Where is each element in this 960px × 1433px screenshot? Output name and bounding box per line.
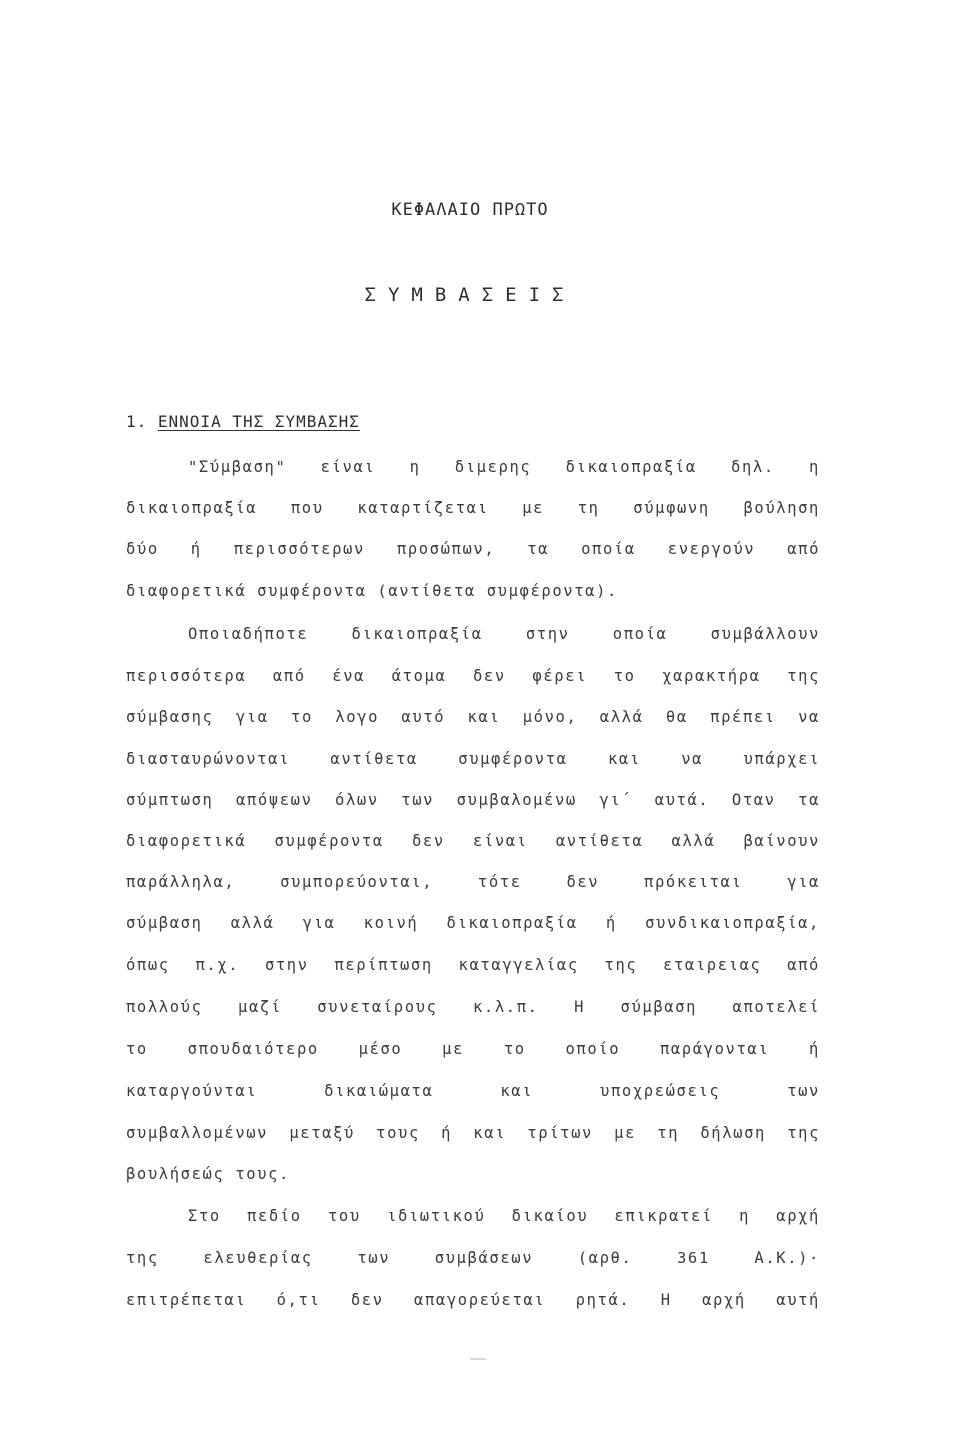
- chapter-subtitle: ΣΥΜΒΑΣΕΙΣ: [364, 284, 576, 306]
- page-mark: [470, 1358, 486, 1360]
- paragraph-line: επιτρέπεται ό,τι δεν απαγορεύεται ρητά. Η αρχή αυτή: [126, 1291, 820, 1309]
- paragraph-line: δύο ή περισσότερων προσώπων, τα οποία ενεργούν από: [126, 540, 820, 558]
- paragraph-line: διασταυρώνονται αντίθετα συμφέροντα και να υπάρχει: [126, 750, 820, 768]
- section-number: 1.: [126, 412, 148, 431]
- paragraph-line: Οποιαδήποτε δικαιοπραξία στην οποία συμβάλλουν: [188, 625, 820, 643]
- chapter-title: ΚΕΦΑΛΑΙΟ ΠΡΩΤΟ: [391, 200, 549, 220]
- paragraph-line: συμβαλλομένων μεταξύ τους ή και τρίτων με τη δήλωση της: [126, 1124, 820, 1142]
- paragraph-line: διαφορετικά συμφέροντα δεν είναι αντίθετα αλλά βαίνουν: [126, 832, 820, 850]
- paragraph-line: σύμβασης για το λογο αυτό και μόνο, αλλά θα πρέπει να: [126, 708, 820, 726]
- paragraph-line: πολλούς μαζί συνεταίρους κ.λ.π. Η σύμβαση αποτελεί: [126, 998, 820, 1016]
- paragraph-line: σύμβαση αλλά για κοινή δικαιοπραξία ή συνδικαιοπραξία,: [126, 914, 820, 932]
- paragraph-line: περισσότερα από ένα άτομα δεν φέρει το χαρακτήρα της: [126, 667, 820, 685]
- paragraph-line: σύμπτωση απόψεων όλων των συμβαλομένω γι΄ αυτά. Οταν τα: [126, 791, 820, 809]
- paragraph-line: Στο πεδίο του ιδιωτικού δικαίου επικρατεί η αρχή: [188, 1207, 820, 1225]
- paragraph-line: "Σύμβαση" είναι η διμερης δικαιοπραξία δηλ. η: [188, 458, 820, 476]
- paragraph-line: βουλήσεώς τους.: [126, 1165, 290, 1183]
- section-title: ΕΝΝΟΙΑ ΤΗΣ ΣΥΜΒΑΣΗΣ: [157, 412, 360, 431]
- section-heading: [126, 412, 360, 431]
- paragraph-line: διαφορετικά συμφέροντα (αντίθετα συμφέροντα).: [126, 582, 618, 600]
- paragraph-line: καταργούνται δικαιώματα και υποχρεώσεις των: [126, 1082, 820, 1100]
- paragraph-line: της ελευθερίας των συμβάσεων (αρθ. 361 Α.Κ.)·: [126, 1249, 820, 1267]
- paragraph-line: δικαιοπραξία που καταρτίζεται με τη σύμφωνη βούληση: [126, 499, 820, 517]
- paragraph-line: παράλληλα, συμπορεύονται, τότε δεν πρόκειται για: [126, 873, 820, 891]
- paragraph-line: όπως π.χ. στην περίπτωση καταγγελίας της εταιρειας από: [126, 956, 820, 974]
- paragraph-line: το σπουδαιότερο μέσο με το οποίο παράγονται ή: [126, 1040, 820, 1058]
